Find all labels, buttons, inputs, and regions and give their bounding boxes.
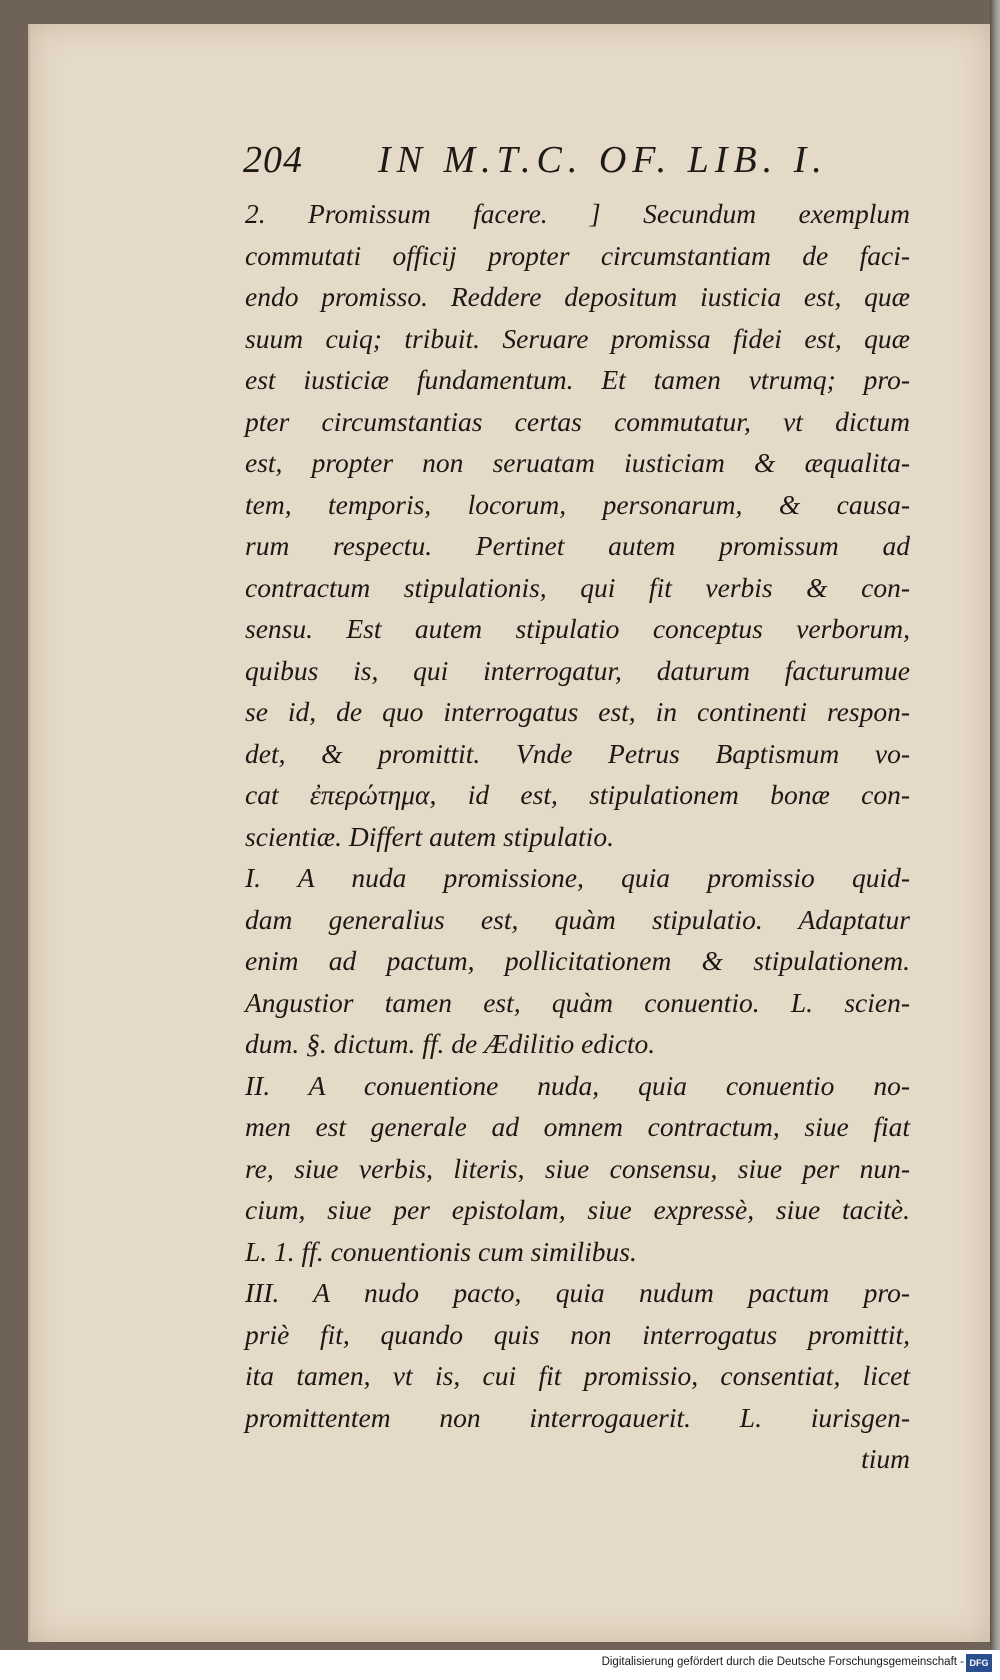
text-line: priè fit, quando quis non interrogatus promittit, <box>245 1318 910 1350</box>
page-number: 204 <box>243 139 303 181</box>
text-line: ita tamen, vt is, cui fit promissio, consentiat, licet <box>245 1360 910 1391</box>
text-line: contractum stipulationis, qui fit verbis & con- <box>245 571 910 603</box>
text-line: re, siue verbis, literis, siue consensu, siue per nun- <box>245 1152 910 1184</box>
text-line: cium, siue per epistolam, siue expressè, siue tacitè. <box>245 1194 910 1225</box>
page-header <box>243 138 903 190</box>
text-line: endo promisso. Reddere depositum iusticia est, quæ <box>245 281 910 312</box>
scan-edge <box>990 0 1000 1650</box>
text-line: promittentem non interrogauerit. L. iurisgen- <box>245 1401 910 1433</box>
text-line: I. A nuda promissione, quia promissio quid- <box>245 862 910 893</box>
text-line: tem, temporis, locorum, personarum, & causa- <box>245 488 910 520</box>
text-line: scientiæ. Differt autem stipulatio. <box>245 820 614 852</box>
dfg-logo-icon: DFG <box>966 1654 992 1672</box>
text-line: se id, de quo interrogatus est, in continenti respon- <box>245 696 910 727</box>
text-line: enim ad pactum, pollicitationem & stipulationem. <box>245 945 910 976</box>
digitization-credit: Digitalisierung gefördert durch die Deutsche Forschungsgemeinschaft - <box>601 1656 964 1668</box>
text-line: quibus is, qui interrogatur, daturum facturumue <box>245 654 910 686</box>
text-line: rum respectu. Pertinet autem promissum ad <box>245 530 910 561</box>
text-line: cat ἐπερώτημα, id est, stipulationem bonæ con- <box>245 779 910 810</box>
text-line: commutati officij propter circumstantiam de faci- <box>245 239 910 271</box>
catchword: tium <box>861 1443 910 1474</box>
text-line: suum cuiq; tribuit. Seruare promissa fidei est, quæ <box>245 322 910 354</box>
running-head: IN M.T.C. OF. LIB. I. <box>378 139 828 181</box>
text-line: pter circumstantias certas commutatur, vt dictum <box>245 405 910 437</box>
body-text <box>245 193 910 1480</box>
text-line: Angustior tamen est, quàm conuentio. L. scien- <box>245 986 910 1018</box>
text-line: dam generalius est, quàm stipulatio. Adaptatur <box>245 903 910 935</box>
text-line: est iusticiæ fundamentum. Et tamen vtrumq; pro- <box>245 364 910 395</box>
text-line: L. 1. ff. conuentionis cum similibus. <box>245 1235 637 1267</box>
text-line: sensu. Est autem stipulatio conceptus verborum, <box>245 613 910 644</box>
text-line: det, & promittit. Vnde Petrus Baptismum vo- <box>245 737 910 769</box>
text-line: II. A conuentione nuda, quia conuentio no- <box>245 1069 910 1101</box>
text-line: 2. Promissum facere. ] Secundum exemplum <box>245 198 910 229</box>
footer-strip <box>0 1650 1000 1680</box>
text-line: men est generale ad omnem contractum, siue fiat <box>245 1111 910 1142</box>
text-line: III. A nudo pacto, quia nudum pactum pro- <box>245 1277 910 1308</box>
text-line: est, propter non seruatam iusticiam & æqualita- <box>245 447 910 478</box>
text-line: dum. §. dictum. ff. de Ædilitio edicto. <box>245 1028 656 1059</box>
